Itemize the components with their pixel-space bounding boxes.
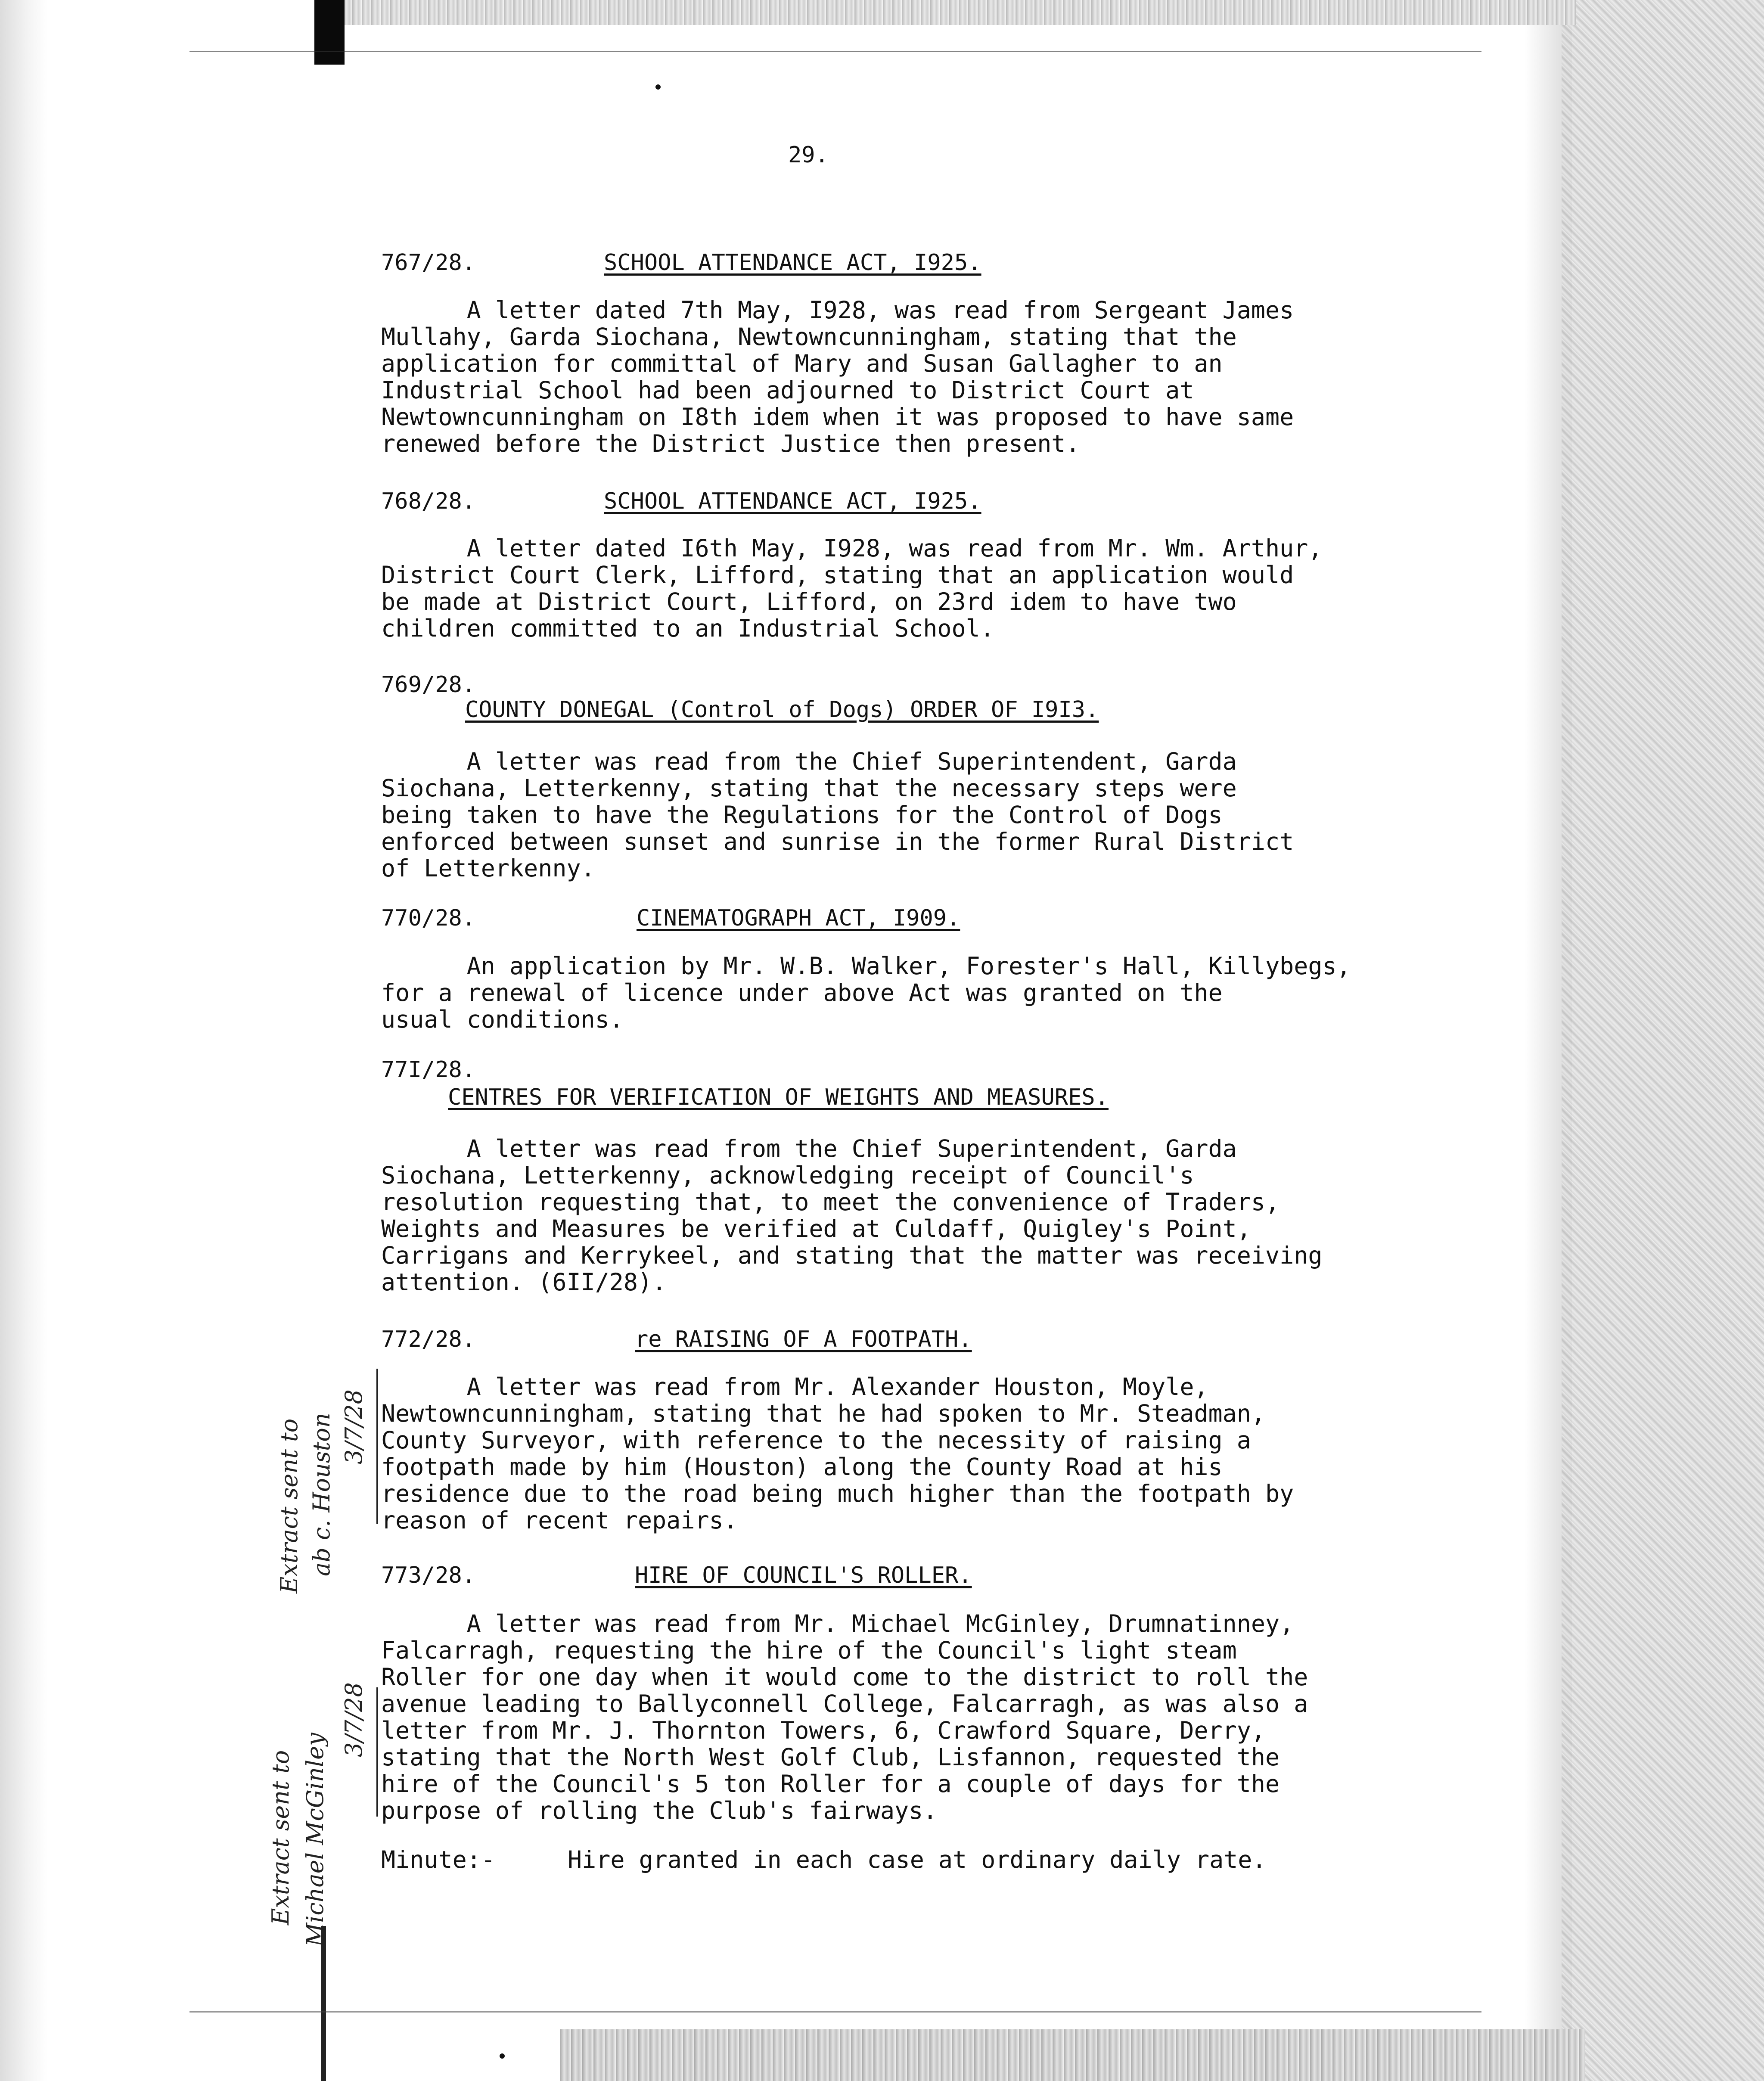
- margin-note-line: 3/7/28: [340, 1389, 367, 1464]
- scan-top-clip: [314, 0, 345, 65]
- minute-body-line: A letter was read from Mr. Alexander Houston, Moyle,: [381, 1373, 1208, 1401]
- fold-line-bottom: [189, 2011, 1481, 2013]
- minute-body-line: reason of recent repairs.: [381, 1506, 738, 1534]
- minute-body-line: attention. (6II/28).: [381, 1268, 667, 1296]
- minute-heading: SCHOOL ATTENDANCE ACT, I925.: [604, 488, 981, 514]
- minute-number: 767/28.: [381, 250, 476, 276]
- minute-body-line: Carrigans and Kerrykeel, and stating that the matter was receiving: [381, 1242, 1323, 1269]
- minute-body-line: for a renewal of licence under above Act was granted on the: [381, 979, 1223, 1006]
- minute-body-line: A letter was read from Mr. Michael McGinley, Drumnatinney,: [381, 1610, 1294, 1637]
- minute-body-line: hire of the Council's 5 ton Roller for a couple of days for the: [381, 1770, 1280, 1798]
- minute-body-line: Mullahy, Garda Siochana, Newtowncunningham, stating that the: [381, 323, 1237, 351]
- minute-body-line: A letter was read from the Chief Superintendent, Garda: [381, 1135, 1237, 1162]
- margin-note-line: 3/7/28: [340, 1682, 367, 1757]
- minute-heading: SCHOOL ATTENDANCE ACT, I925.: [604, 250, 981, 276]
- minute-number: 769/28.: [381, 672, 476, 698]
- margin-bracket: [376, 1687, 378, 1817]
- minute-heading: CENTRES FOR VERIFICATION OF WEIGHTS AND MEASURES.: [448, 1084, 1109, 1110]
- minute-body-line: enforced between sunset and sunrise in the former Rural District: [381, 828, 1294, 855]
- scan-top-edge: [314, 0, 1576, 25]
- ink-dot: [655, 84, 661, 90]
- minute-body-line: An application by Mr. W.B. Walker, Forester's Hall, Killybegs,: [381, 952, 1351, 980]
- minute-body-line: purpose of rolling the Club's fairways.: [381, 1797, 938, 1824]
- minute-number: 77I/28.: [381, 1057, 476, 1083]
- scan-bottom-edge: [560, 2029, 1585, 2081]
- minute-number: 773/28.: [381, 1562, 476, 1588]
- page-number: 29.: [788, 142, 829, 168]
- minute-heading: COUNTY DONEGAL (Control of Dogs) ORDER OF I9I3.: [465, 697, 1099, 723]
- minute-body-line: usual conditions.: [381, 1006, 624, 1033]
- minute-body-line: renewed before the District Justice then present.: [381, 430, 1080, 457]
- minute-decision-text: Hire granted in each case at ordinary daily rate.: [568, 1846, 1267, 1873]
- minute-body-line: letter from Mr. J. Thornton Towers, 6, Crawford Square, Derry,: [381, 1717, 1265, 1744]
- margin-note-line: Michael McGinley: [301, 1733, 329, 1947]
- minute-body-line: A letter dated I6th May, I928, was read from Mr. Wm. Arthur,: [381, 534, 1323, 562]
- minute-body-line: Newtowncunningham, stating that he had spoken to Mr. Steadman,: [381, 1400, 1265, 1427]
- margin-note-line: Extract sent to: [267, 1750, 294, 1925]
- minute-body-line: Industrial School had been adjourned to District Court at: [381, 376, 1194, 404]
- minute-body-line: avenue leading to Ballyconnell College, Falcarragh, as was also a: [381, 1690, 1308, 1718]
- fold-line-top: [189, 51, 1481, 52]
- scan-bottom-clip: [321, 1926, 326, 2081]
- minute-body-line: Weights and Measures be verified at Culdaff, Quigley's Point,: [381, 1215, 1251, 1242]
- minute-body-line: children committed to an Industrial School.: [381, 615, 994, 642]
- minute-body-line: of Letterkenny.: [381, 854, 595, 882]
- minute-body-line: being taken to have the Regulations for the Control of Dogs: [381, 801, 1223, 829]
- minute-body-line: be made at District Court, Lifford, on 23rd idem to have two: [381, 588, 1237, 615]
- minute-body-line: Siochana, Letterkenny, stating that the necessary steps were: [381, 774, 1237, 802]
- ink-dot: [500, 2053, 505, 2059]
- minute-body-line: residence due to the road being much higher than the footpath by: [381, 1480, 1294, 1507]
- margin-note-line: ab c. Houston: [308, 1413, 335, 1576]
- minute-number: 770/28.: [381, 905, 476, 931]
- margin-bracket: [376, 1369, 378, 1524]
- minute-body-line: resolution requesting that, to meet the convenience of Traders,: [381, 1188, 1280, 1216]
- minute-body-line: Roller for one day when it would come to the district to roll the: [381, 1663, 1308, 1691]
- minute-number: 772/28.: [381, 1326, 476, 1352]
- minute-heading: re RAISING OF A FOOTPATH.: [635, 1326, 972, 1352]
- minute-body-line: application for committal of Mary and Susan Gallagher to an: [381, 350, 1223, 377]
- minute-body-line: A letter dated 7th May, I928, was read from Sergeant James: [381, 296, 1294, 324]
- minute-body-line: Newtowncunningham on I8th idem when it was proposed to have same: [381, 403, 1294, 431]
- minute-body-line: County Surveyor, with reference to the necessity of raising a: [381, 1426, 1251, 1454]
- minute-body-line: A letter was read from the Chief Superintendent, Garda: [381, 748, 1237, 775]
- minute-decision-label: Minute:-: [381, 1846, 495, 1873]
- scan-left-edge: [0, 0, 47, 2081]
- margin-note-line: Extract sent to: [276, 1418, 303, 1593]
- minute-body-line: footpath made by him (Houston) along the County Road at his: [381, 1453, 1223, 1481]
- minute-heading: CINEMATOGRAPH ACT, I909.: [637, 905, 960, 931]
- minute-body-line: Siochana, Letterkenny, acknowledging receipt of Council's: [381, 1162, 1194, 1189]
- minute-heading: HIRE OF COUNCIL'S ROLLER.: [635, 1562, 972, 1588]
- minute-body-line: stating that the North West Golf Club, Lisfannon, requested the: [381, 1743, 1280, 1771]
- minute-body-line: Falcarragh, requesting the hire of the Council's light steam: [381, 1637, 1237, 1664]
- minute-body-line: District Court Clerk, Lifford, stating that an application would: [381, 561, 1294, 589]
- minute-number: 768/28.: [381, 488, 476, 514]
- scan-right-edge: [1562, 0, 1764, 2081]
